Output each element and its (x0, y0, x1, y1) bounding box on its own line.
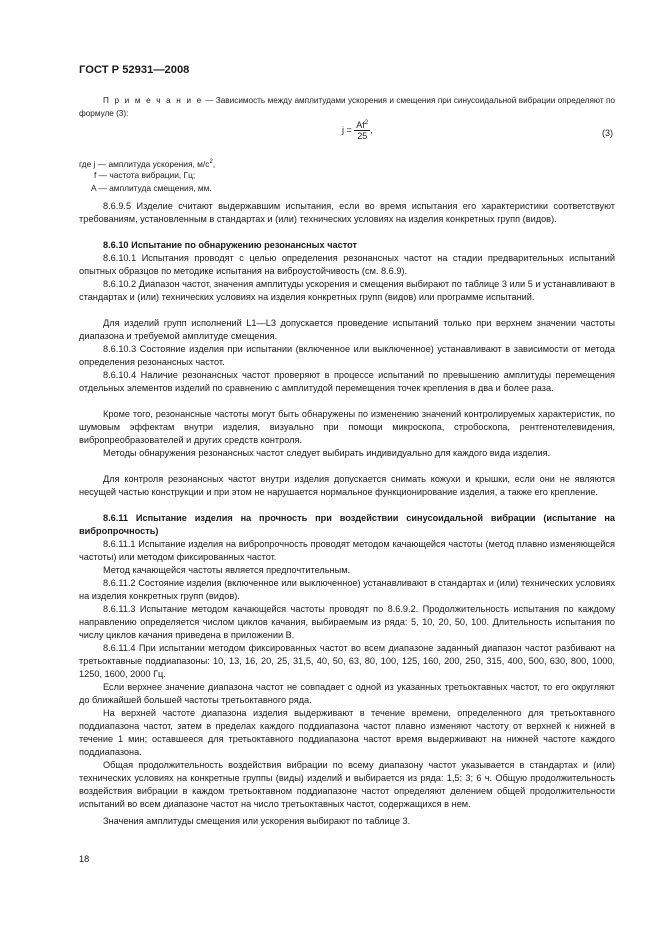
para-8-6-10-4: 8.6.10.4 Наличие резонансных частот проверяют в процессе испытаний по превышению амплитуды перемещения отдельных элементов изделий по сравнению с амплитудой перемещения точек крепления в два и более раза. (79, 370, 615, 394)
para-8-6-10-3: 8.6.10.3 Состояние изделия при испытании (включенное или выключенное) устанавливают в зависимости от метода определения резонансных частот. (79, 344, 615, 368)
para-table-3: Значения амплитуды смещения или ускорения выбирают по таблице 3. (103, 816, 411, 826)
formula-number: (3) (602, 128, 613, 138)
para-preferred: Метод качающейся частоты является предпочтительным. (103, 565, 351, 575)
para-8-6-11-4: 8.6.11.4 При испытании методом фиксированных частот во всем диапазоне заданный диапазон частот разбивают на третьоктавные поддиапазоны: 10, 13, 16, 20, 25, 31,5, 40, 50, 63, 80, 100, 125, 160, 200, 250, 315, 400, 500, 630, 800, 1000, 1250, 1600, 2000 Гц. (79, 643, 615, 680)
formula-num-sup: 2 (364, 120, 369, 126)
para-8-6-11-3: 8.6.11.3 Испытание методом качающейся частоты проводят по 8.6.9.2. Продолжительность испытания по каждому направлению определяется числом циклов качания, выбираемым из ряда: 5, 10, 20, 50, 100. Длительность испытания по числу циклов качания приведена в приложении В. (79, 604, 615, 641)
para-covers: Для контроля резонансных частот внутри изделия допускается снимать кожухи и крышки, если они не являются несущей частью конструкции и при этом не нарушается нормальное функционирование изделия, а также его крепление. (79, 474, 615, 498)
section-heading-8-6-11: 8.6.11 Испытание изделия на прочность при воздействии синусоидальной вибрации (испытание на вибропрочность) (79, 513, 615, 537)
para-8-6-11-2: 8.6.11.2 Состояние изделия (включенное или выключенное) устанавливают в стандартах и (или) технических условиях на изделия конкретных групп (видов). (79, 578, 615, 602)
formula-comma: , (370, 124, 373, 135)
where-j-text: где j — амплитуда ускорения, м/с (79, 158, 210, 169)
formula-num-text: Af (356, 120, 365, 130)
formula-3 (342, 120, 392, 141)
formula-fraction (354, 120, 370, 141)
document-header: ГОСТ Р 52931—2008 (79, 64, 190, 76)
formula-denominator: 25 (357, 131, 368, 141)
para-resonance-detection: Кроме того, резонансные частоты могут быть обнаружены по изменению значений контролируемых характеристик, по шумовым эффектам внутри изделия, визуально при помощи микроскопа, стробоскопа, рентгенотелевидения, вибропреобразователей и других средств контроля. (79, 409, 615, 446)
para-8-6-9-5: 8.6.9.5 Изделие считают выдержавшим испытания, если во время испытания его характеристики соответствуют требованиям, установленным в стандартах и (или) технических условиях на изделия конкретных групп (видов). (79, 201, 615, 225)
formula-numerator (354, 120, 370, 131)
para-l1-l3: Для изделий групп исполнений L1—L3 допускается проведение испытаний только при верхнем значении частоты диапазона и требуемой амплитуде смещения. (79, 318, 615, 342)
formula-lhs: j = (342, 124, 352, 135)
note-label: П р и м е ч а н и е (103, 96, 203, 105)
where-j-suffix: , (212, 158, 216, 169)
para-8-6-11-1: 8.6.11.1 Испытание изделия на вибропрочность проводят методом качающейся частоты (метод плавно изменяющейся частоты) или методом фиксированных частот. (79, 539, 615, 563)
page-number: 18 (79, 854, 90, 864)
where-j-sup: 2 (209, 159, 213, 165)
para-8-6-10-2: 8.6.10.2 Диапазон частот, значения амплитуды ускорения и смещения выбирают по таблице 3 или 5 и устанавливают в стандартах и (или) технических условиях на изделия конкретных групп (видов) или программе испытаний. (79, 279, 615, 303)
para-upper-frequency: На верхней частоте диапазона изделия выдерживают в течение времени, определенного для третьоктавного поддиапазона частот, затем в пределах каждого поддиапазона частот плавно изменяют частоту от верхней к нижней в течение 1 мин; оставшееся для третьоктавного поддиапазона частот время выдерживают на нижней частоте каждого поддиапазона. (79, 708, 615, 758)
para-methods: Методы обнаружения резонансных частот следует выбирать индивидуально для каждого вида изделия. (103, 448, 551, 458)
where-f: f — частота вибрации, Гц; (94, 170, 196, 180)
para-rounding: Если верхнее значение диапазона частот не совпадает с одной из указанных третьоктавных частот, то его округляют до ближайшей большей частоты третьоктавного ряда. (79, 682, 615, 706)
para-8-6-10-1: 8.6.10.1 Испытания проводят с целью определения резонансных частот на стадии предварительных испытаний опытных образцов по методике испытания на виброустойчивость (см. 8.6.9). (79, 253, 615, 277)
note-paragraph (79, 95, 615, 120)
section-heading-8-6-10: 8.6.10 Испытание по обнаружению резонансных частот (103, 240, 358, 250)
note-text: — Зависимость между амплитудами ускорения и смещения при синусоидальной вибрации определяют по формуле (3): (79, 96, 615, 118)
where-j (79, 156, 215, 170)
where-A: A — амплитуда смещения, мм. (91, 183, 212, 193)
para-total-duration: Общая продолжительность воздействия вибрации по всему диапазону частот указывается в стандартах и (или) технических условиях на конкретные группы (виды) изделий и выбирается из ряда: 1,5; 3; 6 ч. Общую продолжительность воздействия вибрации в каждом третьоктавном поддиапазоне частот определяют делением общей продолжительности испытаний во всем диапазоне частот на число третьоктавных частот, содержащихся в нем. (79, 760, 615, 810)
